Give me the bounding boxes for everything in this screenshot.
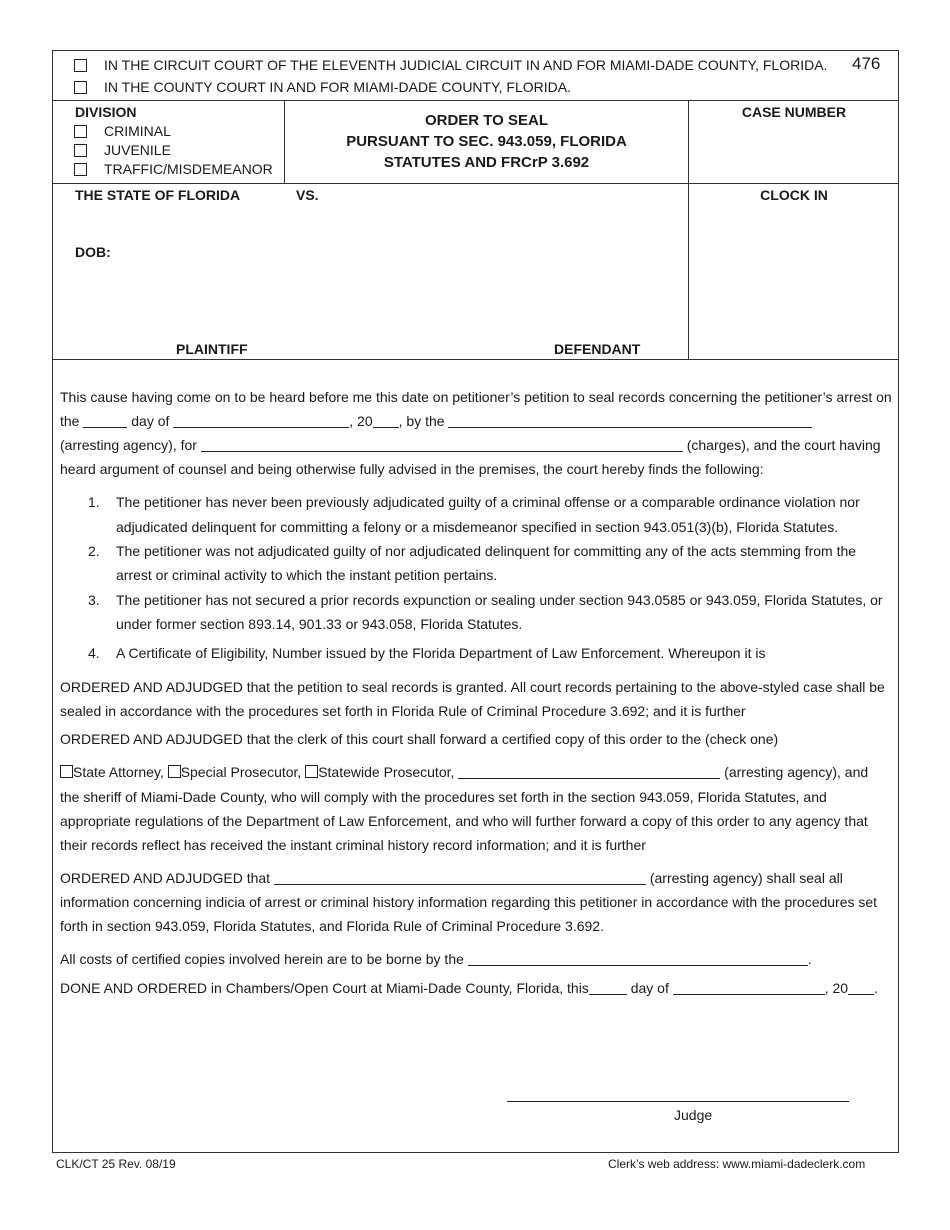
done-year-prefix: , 20 xyxy=(824,980,849,996)
traffic-label: TRAFFIC/MISDEMEANOR xyxy=(104,161,273,177)
para1-line1: This cause having come on to be heard before me this date on petitioner’s petition to seal records concerning the petitioner’s arrest on xyxy=(60,389,892,405)
judge-signature-line[interactable] xyxy=(507,1101,849,1102)
title-line-2: PURSUANT TO SEC. 943.059, FLORIDA xyxy=(346,133,627,150)
ordered3-line3: forth in section 943.059, Florida Statutes, and Florida Rule of Criminal Procedure 3.692. xyxy=(60,918,604,934)
sealing-agency-blank[interactable] xyxy=(274,871,646,885)
dob-label: DOB: xyxy=(75,244,111,260)
plaintiff-label: PLAINTIFF xyxy=(176,341,248,357)
day-blank[interactable] xyxy=(83,414,127,428)
sheriff-line3: their records reflect has received the instant criminal history record information; and it is further xyxy=(60,837,646,853)
state-attorney-checkbox[interactable] xyxy=(60,765,73,778)
judge-label: Judge xyxy=(674,1107,713,1123)
ordered2: ORDERED AND ADJUDGED that the clerk of this court shall forward a certified copy of this order to the (check one) xyxy=(60,731,779,747)
sheriff-line2: appropriate regulations of the Department of Law Enforcement, and who will further forward a copy of this order to any agency that xyxy=(60,813,868,829)
divider-parties xyxy=(52,359,899,360)
para1-arresting-agency-for: (arresting agency), for xyxy=(60,437,197,453)
state-label: THE STATE OF FLORIDA xyxy=(75,187,241,203)
done-period: . xyxy=(874,980,878,996)
county-court-checkbox[interactable] xyxy=(74,80,87,96)
para1-day-of: day of xyxy=(131,413,170,429)
county-court-label: IN THE COUNTY COURT IN AND FOR MIAMI-DADE COUNTY, FLORIDA. xyxy=(104,79,571,95)
divider-title xyxy=(52,183,899,184)
year-blank[interactable] xyxy=(373,414,399,428)
para1-by-the: , by the xyxy=(398,413,445,429)
finding-1-line2: adjudicated delinquent for committing a felony or a misdemeanor specified in section 943.051(3)(b), Florida Statutes. xyxy=(116,519,839,535)
footer-form-id: CLK/CT 25 Rev. 08/19 xyxy=(56,1157,176,1171)
footer-web-address: Clerk’s web address: www.miami-dadeclerk.com xyxy=(608,1157,866,1171)
title-line-3: STATUTES AND FRCrP 3.692 xyxy=(383,154,590,171)
circuit-court-label: IN THE CIRCUIT COURT OF THE ELEVENTH JUDICIAL CIRCUIT IN AND FOR MIAMI-DADE COUNTY, FLORIDA. xyxy=(104,57,828,73)
ordered1-line2: sealed in accordance with the procedures set forth in Florida Rule of Criminal Procedure 3.692; and it is further xyxy=(60,703,746,719)
para1-the: the xyxy=(60,413,80,429)
vs-label: VS. xyxy=(296,187,319,203)
para1-line2 xyxy=(60,409,812,433)
state-attorney-label: State Attorney, xyxy=(73,764,164,780)
divider-header xyxy=(52,100,899,101)
done-year-blank[interactable] xyxy=(848,981,874,995)
charges-blank[interactable] xyxy=(201,438,683,452)
costs-blank[interactable] xyxy=(468,952,808,966)
done-day-blank[interactable] xyxy=(589,981,627,995)
finding-4-number: 4. xyxy=(88,645,100,661)
ordered3-suffix: (arresting agency) shall seal all xyxy=(649,870,843,886)
special-prosecutor-label: Special Prosecutor, xyxy=(180,764,302,780)
done-line xyxy=(60,976,878,1000)
recipients-line xyxy=(60,760,868,784)
para1-charges-label: (charges), and the court having xyxy=(686,437,881,453)
finding-4-line1: A Certificate of Eligibility, Number issued by the Florida Department of Law Enforcement. Whereupon it is xyxy=(116,645,766,661)
recipient-agency-label: (arresting agency), and xyxy=(724,764,869,780)
case-number-label: CASE NUMBER xyxy=(741,104,847,120)
done-month-blank[interactable] xyxy=(673,981,825,995)
ordered3-line2: information concerning indicia of arrest or criminal history information regarding this petitioner in accordance with the procedures set xyxy=(60,894,878,910)
criminal-checkbox[interactable] xyxy=(74,124,87,140)
done-label: DONE AND ORDERED in Chambers/Open Court at Miami-Dade County, Florida, this xyxy=(60,980,589,996)
finding-1-number: 1. xyxy=(88,494,100,510)
traffic-checkbox[interactable] xyxy=(74,162,87,178)
para1-line3 xyxy=(60,433,881,457)
juvenile-checkbox[interactable] xyxy=(74,143,87,159)
juvenile-label: JUVENILE xyxy=(104,142,171,158)
finding-3-line2: under former section 893.14, 901.33 or 943.058, Florida Statutes. xyxy=(116,616,523,632)
agency-blank[interactable] xyxy=(448,414,812,428)
special-prosecutor-checkbox[interactable] xyxy=(168,765,181,778)
costs-line xyxy=(60,947,812,971)
para1-line4: heard argument of counsel and being otherwise fully advised in the premises, the court hereby finds the following: xyxy=(60,461,764,477)
criminal-label: CRIMINAL xyxy=(104,123,171,139)
division-label: DIVISION xyxy=(75,104,137,120)
defendant-label: DEFENDANT xyxy=(554,341,641,357)
clock-in-label: CLOCK IN xyxy=(760,187,828,203)
form-number: 476 xyxy=(852,54,881,73)
ordered1-line1: ORDERED AND ADJUDGED that the petition to seal records is granted. All court records pertaining to the above-styled case shall be xyxy=(60,679,885,695)
statewide-prosecutor-checkbox[interactable] xyxy=(305,765,318,778)
costs-period: . xyxy=(807,951,812,967)
sheriff-line1: the sheriff of Miami-Dade County, who will comply with the procedures set forth in the section 943.059, Florida Statutes, and xyxy=(60,789,827,805)
document-title xyxy=(285,110,688,173)
ordered3-line1 xyxy=(60,866,843,890)
finding-2-line2: arrest or criminal activity to which the instant petition pertains. xyxy=(116,567,498,583)
month-blank[interactable] xyxy=(173,414,349,428)
statewide-prosecutor-label: Statewide Prosecutor, xyxy=(318,764,455,780)
finding-2-number: 2. xyxy=(88,543,100,559)
done-day-of: day of xyxy=(630,980,669,996)
finding-2-line1: The petitioner was not adjudicated guilty of nor adjudicated delinquent for committing any of the acts stemming from the xyxy=(116,543,857,559)
recipient-agency-blank[interactable] xyxy=(458,765,720,779)
costs-label: All costs of certified copies involved herein are to be borne by the xyxy=(60,951,464,967)
finding-1-line1: The petitioner has never been previously adjudicated guilty of a criminal offense or a comparable ordinance violation nor xyxy=(116,494,860,510)
para1-year-prefix: , 20 xyxy=(349,413,373,429)
title-line-1: ORDER TO SEAL xyxy=(424,112,549,129)
circuit-court-checkbox[interactable] xyxy=(74,58,87,74)
finding-3-line1: The petitioner has not secured a prior records expunction or sealing under section 943.0585 or 943.059, Florida Statutes, or xyxy=(116,592,883,608)
divider-right-column xyxy=(688,100,689,359)
ordered3-prefix: ORDERED AND ADJUDGED that xyxy=(60,870,271,886)
finding-3-number: 3. xyxy=(88,592,100,608)
